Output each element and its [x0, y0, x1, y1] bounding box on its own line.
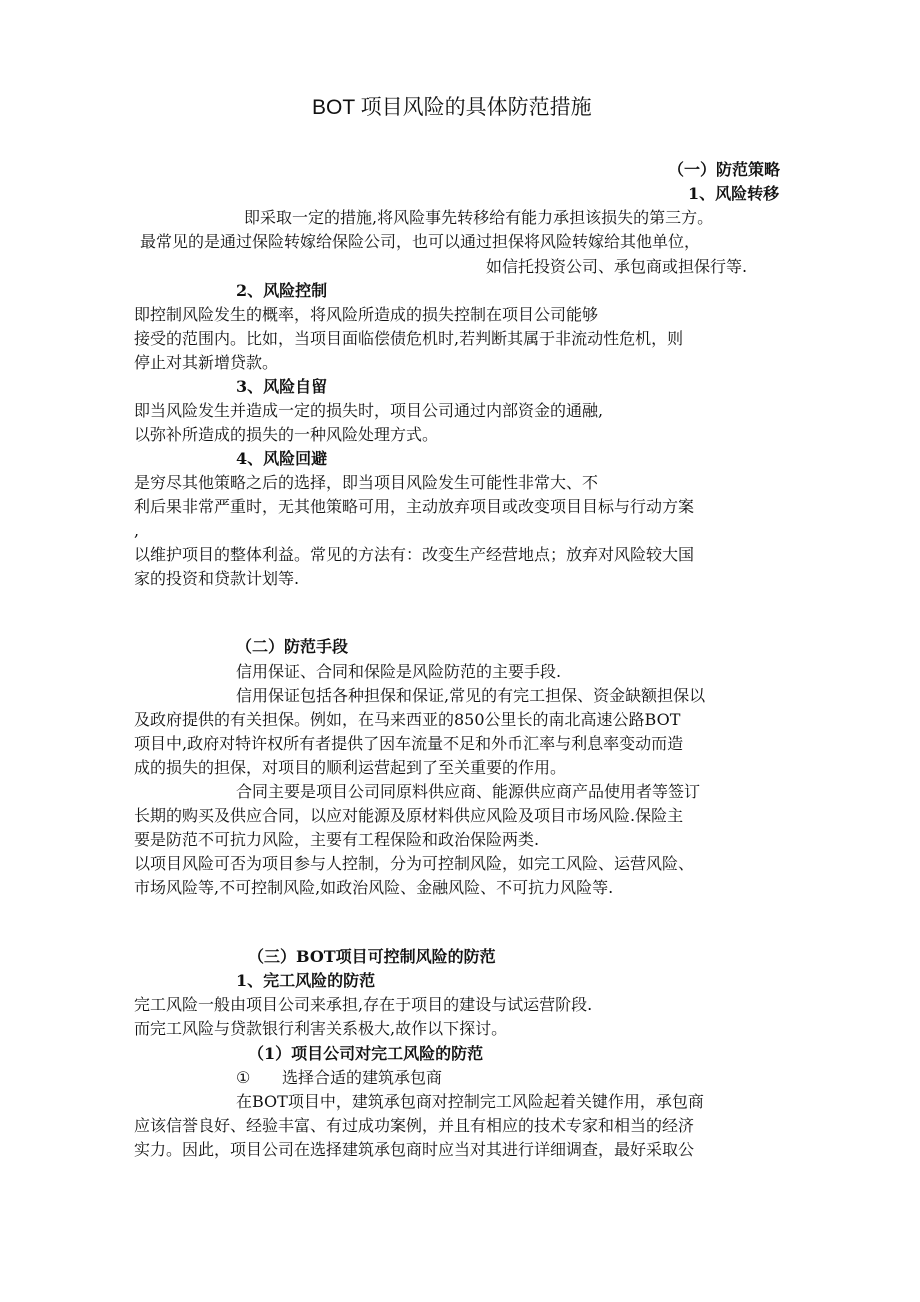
paragraph-line: 最常见的是通过保险转嫁给保险公司，也可以通过担保将风险转嫁给其他单位，	[140, 232, 701, 251]
paragraph-line: 即采取一定的措施,将风险事先转移给有能力承担该损失的第三方。	[244, 208, 714, 227]
paragraph-line: 以项目风险可否为项目参与人控制，分为可控制风险，如完工风险、运营风险、	[134, 854, 695, 873]
paragraph-line: 即控制风险发生的概率，将风险所造成的损失控制在项目公司能够	[134, 305, 599, 324]
section-1-heading: （一）防范策略	[668, 160, 781, 179]
paragraph-line: 及政府提供的有关担保。例如，在马来西亚的850公里长的南北高速公路BOT	[134, 710, 681, 729]
paragraph-line: 成的损失的担保，对项目的顺利运营起到了至关重要的作用。	[134, 758, 567, 777]
paragraph-line: 而完工风险与贷款银行利害关系极大,故作以下探讨。	[134, 1019, 508, 1038]
paragraph-line: 停止对其新增贷款。	[134, 353, 279, 372]
project-company-heading: （1）项目公司对完工风险的防范	[248, 1044, 484, 1063]
paragraph-line: 在BOT项目中，建筑承包商对控制完工风险起着关键作用，承包商	[236, 1092, 704, 1111]
paragraph-line: 是穷尽其他策略之后的选择，即当项目风险发生可能性非常大、不	[134, 473, 599, 492]
paragraph-line: 信用保证包括各种担保和保证,常见的有完工担保、资金缺额担保以	[236, 686, 706, 705]
paragraph-line: 利后果非常严重时，无其他策略可用，主动放弃项目或改变项目目标与行动方案	[134, 497, 695, 516]
paragraph-line: 合同主要是项目公司同原料供应商、能源供应商产品使用者等签订	[236, 782, 701, 801]
risk-retention-heading: 3、风险自留	[236, 377, 328, 396]
paragraph-line: 即当风险发生并造成一定的损失时，项目公司通过内部资金的通融,	[134, 401, 604, 420]
list-item-text: 选择合适的建筑承包商	[282, 1068, 443, 1087]
paragraph-line: 长期的购买及供应合同，以应对能源及原材料供应风险及项目市场风险.保险主	[134, 806, 684, 825]
paragraph-line: 市场风险等,不可控制风险,如政治风险、金融风险、不可抗力风险等.	[134, 878, 614, 897]
paragraph-line: 接受的范围内。比如，当项目面临偿债危机时,若判断其属于非流动性危机，则	[134, 329, 684, 348]
risk-control-heading: 2、风险控制	[236, 281, 328, 300]
paragraph-line: 以弥补所造成的损失的一种风险处理方式。	[134, 425, 439, 444]
list-item-marker: ①	[236, 1068, 251, 1087]
paragraph-line: ,	[134, 521, 140, 540]
paragraph-line: 要是防范不可抗力风险，主要有工程保险和政治保险两类.	[134, 830, 540, 849]
paragraph-line: 如信托投资公司、承包商或担保行等.	[486, 257, 748, 276]
document-title: BOT 项目风险的具体防范措施	[312, 96, 592, 119]
risk-transfer-heading: 1、风险转移	[688, 184, 780, 203]
paragraph-line: 项目中,政府对特许权所有者提供了因车流量不足和外币汇率与利息率变动而造	[134, 734, 684, 753]
paragraph-line: 应该信誉良好、经验丰富、有过成功案例，并且有相应的技术专家和相当的经济	[134, 1116, 695, 1135]
completion-risk-heading: 1、完工风险的防范	[236, 971, 376, 990]
paragraph-line: 信用保证、合同和保险是风险防范的主要手段.	[236, 662, 562, 681]
paragraph-line: 实力。因此，项目公司在选择建筑承包商时应当对其进行详细调查，最好采取公	[134, 1140, 695, 1159]
paragraph-line: 家的投资和贷款计划等.	[134, 569, 300, 588]
paragraph-line: 完工风险一般由项目公司来承担,存在于项目的建设与试运营阶段.	[134, 995, 593, 1014]
paragraph-line: 以维护项目的整体利益。常见的方法有：改变生产经营地点；放弃对风险较大国	[134, 545, 695, 564]
section-2-heading: （二）防范手段	[236, 637, 349, 656]
risk-avoidance-heading: 4、风险回避	[236, 449, 328, 468]
section-3-heading: （三）BOT项目可控制风险的防范	[248, 947, 496, 966]
